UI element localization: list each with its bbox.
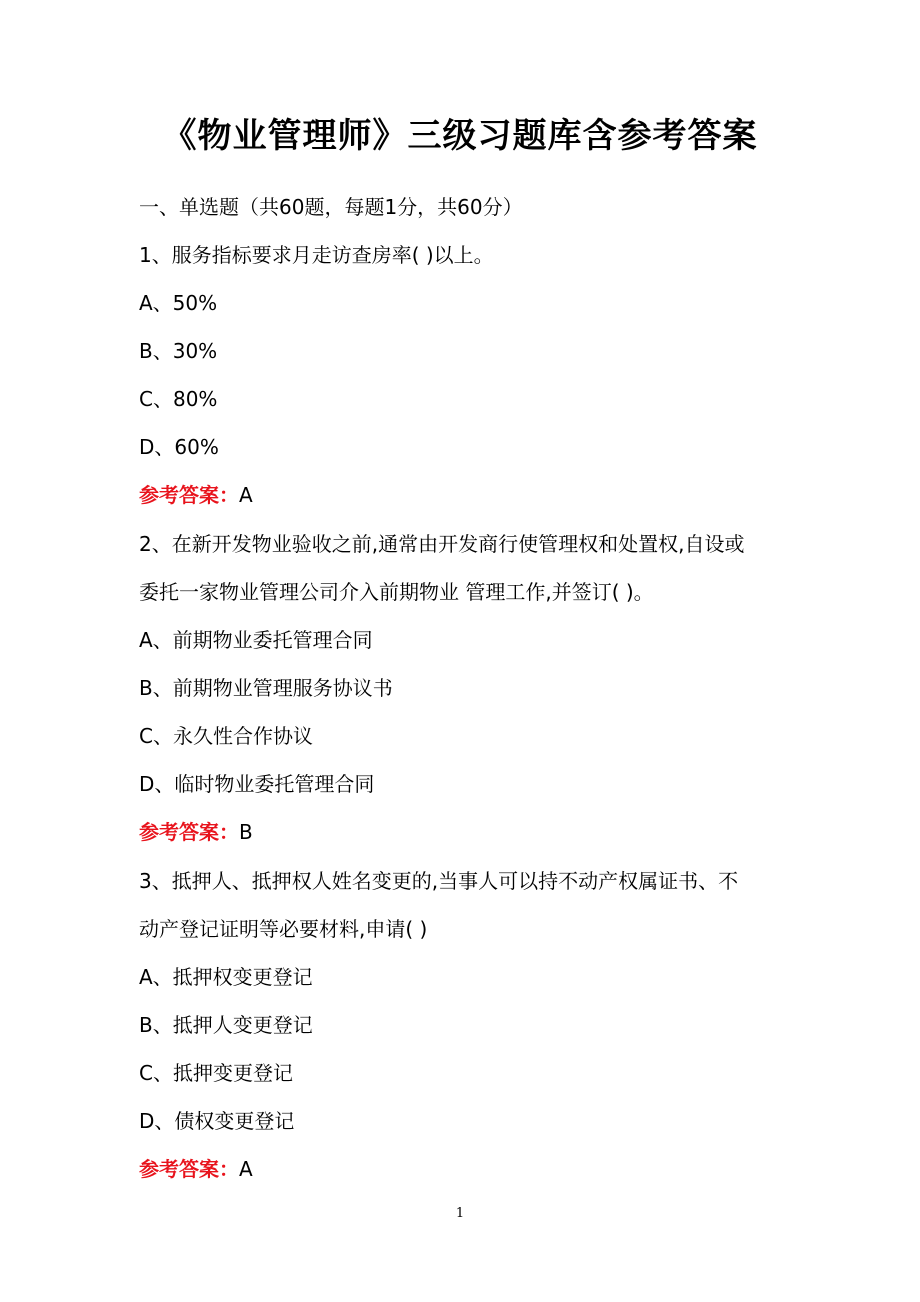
question-1-stem: 1、服务指标要求月走访查房率( )以上。 <box>139 243 494 267</box>
question-2-stem-line-1: 2、在新开发物业验收之前,通常由开发商行使管理权和处置权,自设或 <box>139 532 745 556</box>
question-1-option-b: B、30% <box>139 339 218 363</box>
question-2-option-b: B、前期物业管理服务协议书 <box>139 676 393 700</box>
answer-label: 参考答案： <box>139 1157 239 1181</box>
question-3-option-a: A、抵押权变更登记 <box>139 965 313 989</box>
section-heading: 一、单选题（共60题，每题1分，共60分） <box>139 195 523 219</box>
question-3-option-d: D、债权变更登记 <box>139 1109 295 1133</box>
answer-value: B <box>239 820 253 844</box>
question-2-option-a: A、前期物业委托管理合同 <box>139 628 373 652</box>
question-3-stem-line-1: 3、抵押人、抵押权人姓名变更的,当事人可以持不动产权属证书、不 <box>139 869 739 893</box>
question-3-option-c: C、抵押变更登记 <box>139 1061 293 1085</box>
question-1-answer <box>139 480 253 510</box>
answer-value: A <box>239 483 253 507</box>
question-1-option-a: A、50% <box>139 291 218 315</box>
answer-value: A <box>239 1157 253 1181</box>
question-3-answer <box>139 1154 253 1184</box>
question-2-option-d: D、临时物业委托管理合同 <box>139 772 375 796</box>
question-3-option-b: B、抵押人变更登记 <box>139 1013 313 1037</box>
question-1-option-c: C、80% <box>139 387 218 411</box>
question-3-stem-line-2: 动产登记证明等必要材料,申请( ) <box>139 917 428 941</box>
answer-label: 参考答案： <box>139 483 239 507</box>
question-1-option-d: D、60% <box>139 435 219 459</box>
answer-label: 参考答案： <box>139 820 239 844</box>
page-number: 1 <box>455 1206 465 1221</box>
question-2-answer <box>139 817 253 847</box>
question-2-stem-line-2: 委托一家物业管理公司介入前期物业 管理工作,并签订( )。 <box>139 580 654 604</box>
document-title: 《物业管理师》三级习题库含参考答案 <box>162 116 758 156</box>
question-2-option-c: C、永久性合作协议 <box>139 724 313 748</box>
